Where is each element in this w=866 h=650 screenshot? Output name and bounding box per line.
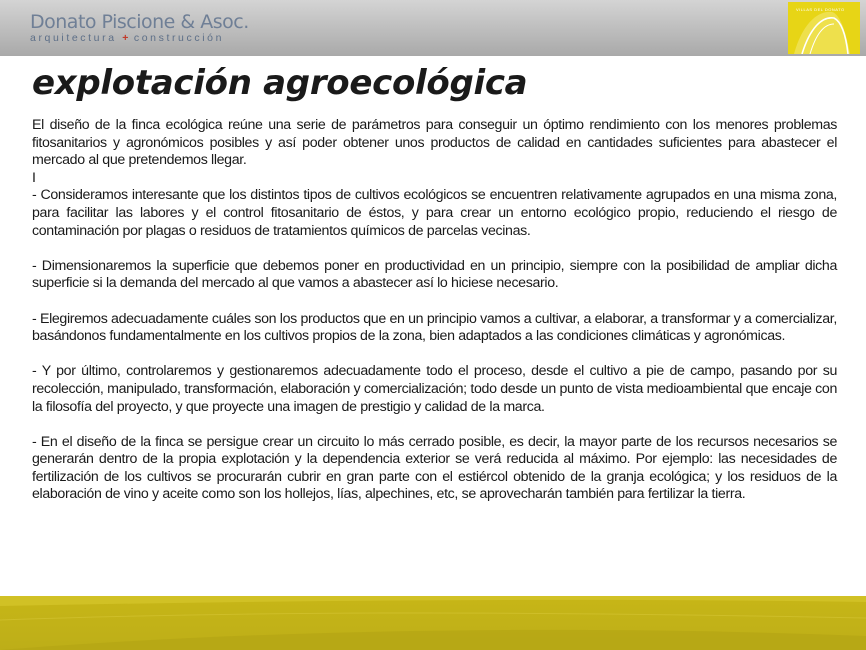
paragraph-circuito: - En el diseño de la finca se persigue crear un circuito lo más cerrado posible, es decir, la mayor parte de los recursos necesarios se generarán dentro de la propia explotación y la dependencia exterior se verá reducida al máximo. Por ejemplo: las necesidades de fertilización de los cultivos se procurarán cubrir en gran parte con el estiércol obtenido de la granja ecológica; y los residuos de la elaboración de vino y aceite como son los hollejos, lías, alpechines, etc, se aprovecharán también para fertilizar la tierra. bbox=[32, 433, 837, 503]
paragraph-proceso: - Y por último, controlaremos y gestionaremos adecuadamente todo el proceso, desde el cultivo a pie de campo, pasando por su recolección, manipulado, transformación, elaboración y comercialización; todo desde un punto de vista medioambiental que encaje con la filosofía del proyecto, y que proyecte una imagen de prestigio y calidad de la marca. bbox=[32, 363, 837, 415]
body-text bbox=[32, 117, 837, 522]
brand-tagline bbox=[30, 32, 249, 44]
footer-swoosh-decoration bbox=[0, 596, 866, 650]
paragraph-cultivos: - Consideramos interesante que los distintos tipos de cultivos ecológicos se encuentren relativamente agrupados en una misma zona, para facilitar las labores y el control fitosanitario de éstos, y para crear un entorno ecológico propio, reduciendo el riesgo de contaminación por plagas o residuos de tratamientos químicos de parcelas vecinas. bbox=[32, 187, 837, 239]
brand-logo[interactable] bbox=[30, 12, 249, 44]
header-bar bbox=[0, 0, 866, 56]
brand-name: Donato Piscione & Asoc. bbox=[30, 11, 249, 33]
paragraph-superficie: - Dimensionaremos la superficie que debemos poner en productividad en un principio, siempre con la posibilidad de ampliar dicha superficie si la demanda del mercado al que vamos a abastecer así lo hiciese necesario. bbox=[32, 257, 837, 292]
footer-bar bbox=[0, 596, 866, 650]
page-title: explotación agroecológica bbox=[32, 63, 528, 103]
logo-caption: VILLAS DEL DONATO bbox=[796, 7, 845, 12]
paragraph-productos: - Elegiremos adecuadamente cuáles son los productos que en un principio vamos a cultivar, a elaborar, a transformar y a comercializar, basándonos fundamentalmente en los cultivos propios de la zona, bien adaptados a las condiciones climáticas y agronómicas. bbox=[32, 310, 837, 345]
paragraph-intro: El diseño de la finca ecológica reúne una serie de parámetros para conseguir un óptimo rendimiento con los menores problemas fitosanitarios y agronómicos posibles y así poder obtener unos productos de calidad en cantidades suficientes para abastecer el mercado al que pretendemos llegar. bbox=[32, 117, 837, 169]
brand-tagline-right: construcción bbox=[133, 32, 225, 44]
paragraph-marker: I bbox=[32, 169, 36, 186]
villas-logo[interactable] bbox=[788, 2, 860, 54]
brand-plus-sign: + bbox=[122, 32, 129, 44]
brand-tagline-left: arquitectura bbox=[30, 32, 117, 44]
